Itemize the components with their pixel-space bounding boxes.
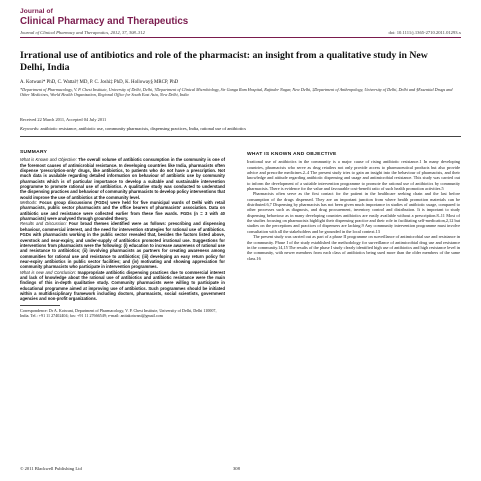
article-title: Irrational use of antibiotics and role of the pharmacist: an insight from a qualitative study in New Delhi, India <box>20 50 428 73</box>
journal-name: Clinical Pharmacy and Therapeutics <box>20 15 189 27</box>
header-rule <box>20 37 461 38</box>
summary-text: Four broad themes identified were as follows: prescribing and dispensing behaviour, commercial interest, and the need for intervention strategies for rational use of antibiotics. FGDs with pharmacists working in the public sector revealed that, besides the factors listed above, overstock and near-expiry, and under-supply of antibiotics promoted irrational use. Suggestions for interventions from pharmacists were the following: (i) education to increase awareness of rational use and resistance to antibiotics; (ii) involving pharmacists as partners for creating awareness among communities for rational use and resistance to antibiotics; (iii) developing an easy return policy for near-expiry antibiotics in public sector facilities; and (iv) motivating and showing appreciation for community pharmacists who participate in intervention programmes. <box>20 221 225 270</box>
journal-masthead <box>20 9 188 26</box>
summary-label: What is new and Conclusion: <box>20 269 77 275</box>
body-paragraph: Irrational use of antibiotics in the community is a major cause of rising antibiotic resistance.1 In many developing countries, pharmacists who serve as drug retailers not only provide access to pharmaceutical products but also provide advice and prescribe medicines.2–4 The present study tries to gain an insight into the behaviour of pharmacists, and their knowledge and attitude regarding antibiotic dispensing and usage and antimicrobial resistance. This study was carried out to inform the development of a suitable intervention programme to promote the rational use of antibiotics by community pharmacists. There is evidence for the value and favourable cost-benefit ratio of such health promotion activities.5 <box>247 159 460 192</box>
body-paragraph: The present study was carried out as part of a phase II programme on surveillance of antimicrobial use and resistance in the community. Phase I of the study established the methodology for surveillance of antimicrobial drug use and resistance in the community.14,15 The results of the phase I study clearly identified high use of antibiotics and high resistance level in the community, with newer members from each class of antibiotics being used more than the older members of the same class.16 <box>247 234 460 261</box>
correspondence-rule <box>20 305 60 306</box>
summary-paragraph <box>20 200 225 221</box>
doi[interactable]: doi: 10.1111/j.1365-2710.2011.01293.x <box>388 30 461 35</box>
keywords <box>20 126 460 132</box>
copyright: © 2011 Blackwell Publishing Ltd <box>20 466 82 471</box>
journal-name-prefix: Journal of <box>20 8 53 15</box>
affiliations: *Department of Pharmacology, V. P. Chest Institute, University of Delhi, Delhi, †Department of Clinical Microbiology, Sir Ganga Ram Hospital, Rajinder Nagar, New Delhi, ‡Department of Anthropology, University of Delhi, Delhi and §Essential Drugs and Other Medicines, World Health Organization, Regional Office for South East Asia, New Delhi, India <box>20 87 453 98</box>
received-dates: Received 22 March 2011, Accepted 04 July 2011 <box>20 117 107 122</box>
summary-paragraph <box>20 221 225 269</box>
keywords-rule <box>20 136 461 137</box>
summary-label: Methods: <box>20 200 38 206</box>
journal-citation: Journal of Clinical Pharmacy and Therapeutics, 2012, 37, 308–312 <box>20 30 145 35</box>
known-heading: WHAT IS KNOWN AND OBJECTIVE <box>247 152 337 157</box>
body-paragraph: Pharmacists often serve as the first contact for the patient in the healthcare seeking chain and the last before consumption of the drugs dispensed. They are an important junction from where health promotion materials can be distributed.6,7 Dispensing by pharmacists has not been given much importance in studies of antibiotic usage, compared to other processes such as diagnosis, and drug procurement, inventory control and distribution. It is important to study dispensing behaviour as in many developing countries antibiotics are easily available without a prescription.8–11 Most of the studies focusing on pharmacists highlight their dispensing practice and their role in facilitating self-medication,2,12 but studies on the perceptions and practices of dispensers are lacking.9 Any community intervention programme must involve consultation with all the stakeholders and be grounded in the local context.13 <box>247 191 460 234</box>
summary-paragraph <box>20 157 225 200</box>
summary-text: Inappropriate antibiotic dispensing practices due to commercial interest and lack of knowledge about the rational use of antibiotics and antibiotic resistance were the main findings of this in-depth qualitative study. Community pharmacists were willing to participate in educational programme aimed at improving use of antibiotics. Such programmes should be initiated within a multidisciplinary framework including doctors, pharmacists, social scientists, government agencies and non-profit organizations. <box>20 269 226 302</box>
correspondence: Correspondence: Dr A. Kotwani, Department of Pharmacology, V. P. Chest Institute, University of Delhi, Delhi 110007, India. Tel.: +91 11 27402404; fax: +91 11 27666549; e-mail: anitakotwani@gmail.com <box>20 307 217 318</box>
summary-column <box>20 150 225 318</box>
summary-label: Results and Discussion: <box>20 221 67 227</box>
summary-text: The overall volume of antibiotic consumption in the community is one of the foremost causes of antimicrobial resistance. In developing countries like India, pharmacists often dispense 'prescription-only' drugs, like antibiotics, to patients who do not have a prescription. Not much data is available regarding detailed information on behaviour of antibiotic use by community pharmacists which is of particular importance to develop a suitable and sustainable intervention programme to promote rational use of antibiotics. A qualitative study was conducted to understand the dispensing practices and behaviour of community pharmacists to develop policy interventions that would improve the use of antibiotics at the community level. <box>20 157 225 200</box>
page-number: 308 <box>233 466 240 471</box>
summary-paragraph <box>20 270 225 302</box>
keywords-text: antibiotic resistance, antibiotic use, community pharmacists, dispensing practices, India, rational use of antibiotics <box>40 126 247 131</box>
author-list: A. Kotwani* PhD, C. Wattal† MD, P. C. Joshi‡ PhD, K. Holloway§ MRCP, PhD <box>20 80 179 85</box>
summary-heading: SUMMARY <box>20 150 48 155</box>
summary-text: Focus group discussions (FGDs) were held for five municipal wards of Delhi with retail pharmacists, public sector pharmacists and the office bearers of pharmacists' association. Data on antibiotic use and resistance were collected earlier from these five wards. FGDs (n = 3 with 40 pharmacists) were analysed through grounded theory. <box>20 200 225 222</box>
keywords-label: Keywords: <box>20 126 40 131</box>
summary-label: What is Known and Objective: <box>20 157 77 163</box>
body-column <box>247 146 460 261</box>
